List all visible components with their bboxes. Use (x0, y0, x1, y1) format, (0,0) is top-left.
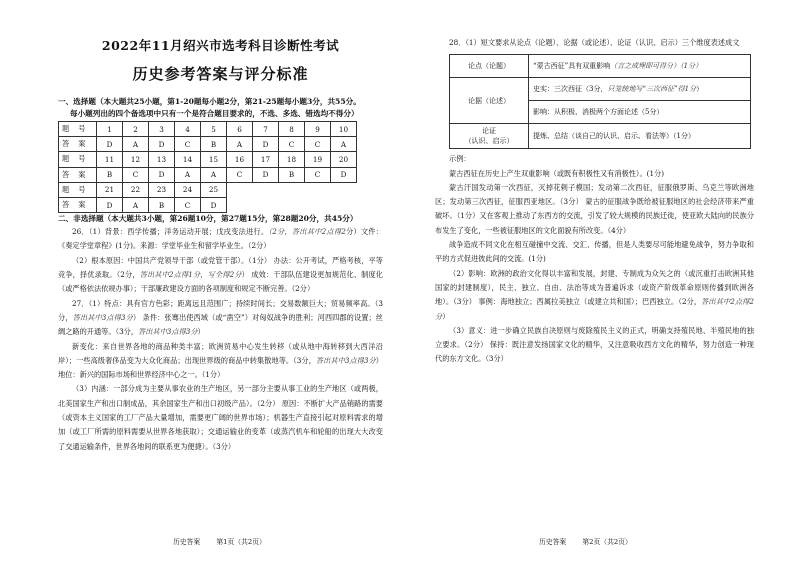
row-label: 答案 (59, 197, 97, 212)
q-num: 21 (97, 182, 123, 197)
answer-cell: A (201, 167, 227, 182)
q-num: 6 (227, 122, 253, 137)
answer-cell: A (227, 137, 253, 152)
q26-part1: 26．（1）背景：西学传播；洋务运动开展；戊戌变法进行。（2分，答出其中2点得2分）文件：《奏定学堂章程》(1分)。来源：学堂毕业生和留学毕业生。（2分） (58, 227, 383, 251)
row-label: 题号 (59, 152, 97, 167)
q-num: 13 (149, 152, 175, 167)
q-num: 11 (97, 152, 123, 167)
q-num: 15 (201, 152, 227, 167)
footer-page-number: 第1页（共2页） (216, 538, 266, 546)
q-num: 9 (305, 122, 331, 137)
q-num: 10 (331, 122, 357, 137)
answer-cell: C (175, 197, 201, 212)
q27-part1: 27．（1）特点：具有官方色彩；距离远且范围广；持续时间长；交易数额巨大；贸易频率高。（3分，答出其中3点得3分） 条件：张骞出使西域（或“凿空”）对匈奴战争的胜利；河西四郡的设置；丝绸之路的开通等。（3分，答出其中3点得3分） (58, 298, 383, 337)
answer-cell: D (97, 197, 123, 212)
page-footer (173, 536, 280, 546)
rubric-value: 提炼、总结（谈自己的认识、启示、看法等）（1分） (529, 124, 751, 149)
table-row (450, 78, 751, 101)
q-num: 8 (279, 122, 305, 137)
q-num: 5 (201, 122, 227, 137)
answer-table (58, 121, 357, 213)
answer-cell: B (97, 167, 123, 182)
example-label: 示例： (449, 154, 471, 164)
answer-cell: D (97, 137, 123, 152)
table-row (59, 182, 357, 197)
answer-cell: B (201, 137, 227, 152)
q-num: 22 (123, 182, 149, 197)
page-2 (397, 0, 794, 561)
answer-cell: D (331, 167, 357, 182)
answer-cell: A (123, 197, 149, 212)
exam-title: 2022年11月绍兴市选考科目诊断性考试 (101, 38, 340, 53)
section-2-heading: 二、非选择题（本大题共3小题，第26题10分，第27题15分，第28题20分，共45分） (58, 214, 358, 224)
q-num: 19 (305, 152, 331, 167)
q-num: 14 (175, 152, 201, 167)
row-label: 题号 (59, 122, 97, 137)
q-num: 23 (149, 182, 175, 197)
answer-cell: B (279, 167, 305, 182)
answer-cell: A (123, 137, 149, 152)
answer-cell: C (175, 137, 201, 152)
footer-page-number: 第2页（共2页） (582, 538, 632, 546)
rubric-key: 论据（论述） (450, 78, 529, 124)
answer-cell: D (149, 137, 175, 152)
table-row (59, 152, 357, 167)
section-1-subheading: 每小题列出的四个备选项中只有一个是符合题目要求的，不选、多选、错选均不得分） (70, 109, 359, 118)
answer-cell: D (253, 137, 279, 152)
q28-part3: （3）意义：进一步确立民族自决原则与废除殖民主义的正式，明确支持殖民地、半殖民地的独立要求。（2分） 保持：既注意发扬国家文化的精华，又注意吸收西方文化的精华，努力创造一种现代的东方文化。（3分） (435, 325, 754, 364)
q-num: 1 (97, 122, 123, 137)
table-row (59, 167, 357, 182)
answer-key-title: 历史参考答案与评分标准 (132, 65, 309, 83)
rubric-value: 影响：从积极、消极两个方面论述（5分） (529, 101, 751, 124)
q28-part2: （2）影响：欧洲的政治文化得以丰富和发展，封建、专制成为众矢之的（或沉重打击欧洲其他国家的封建制度），民主、独立、自由、法治等成为普遍诉求（或资产阶级革命原则传播到欧洲各地）。（3分） 事例：海地独立；西属拉美独立（或建立共和国）；巴西独立。（2分，答出其中2点得2分） (435, 268, 754, 321)
answer-cell: C (305, 167, 331, 182)
table-row (450, 55, 751, 78)
answer-cell: D (149, 167, 175, 182)
rubric-value: “蒙古西征”具有双重影响（言之成理即可得分）（1分） (529, 55, 751, 78)
q28-intro: 28．（1）短文要求从论点（论题）、论据（或论述）、论证（认识、启示）三个维度表述成文 (449, 38, 740, 47)
footer-subject: 历史答案 (539, 538, 567, 546)
answer-cell: A (175, 167, 201, 182)
example-argument: 蒙古汗国发动第一次西征，灭掉花剌子模国；发动第二次西征，征服俄罗斯、乌克兰等欧洲地区；发动第三次西征，征服西亚地区。（3分） 蒙古的征服战争既给被征服地区的社会经济带来严重破坏。（1分）又在客观上推动了东西方的交流，引发了较大规模的民族迁徙，使亚欧大陆向的民族分布发生了变化，一些被征服地区的文化面貌有所改变。（4分） (435, 182, 754, 235)
table-row (59, 122, 357, 137)
rubric-value: 史实：三次西征（3分，只笼统地写“三次西征”得1分） (529, 78, 751, 101)
answer-cell: D (253, 167, 279, 182)
table-row (59, 137, 357, 152)
q-num: 4 (175, 122, 201, 137)
example-conclusion: 战争造成不同文化在相互碰撞中交流、交汇、传播，但是人类要尽可能地避免战争，努力争取和平的方式促进彼此间的交流。(1分) (435, 240, 754, 264)
q27-part2: 新变化：来自世界各地的商品种类丰富；欧洲贸易中心发生转移（或从地中海转移到大西洋沿岸）；一些高级奢侈品变为大众化商品；出现世界级的商品中转集散地等。（3分，答出其中3点得3分） 地位：新兴的国际市场和世界经济中心之一。（1分） (58, 341, 383, 380)
q-num: 12 (123, 152, 149, 167)
answer-cell: C (279, 137, 305, 152)
answer-cell: C (305, 137, 331, 152)
row-label: 题号 (59, 182, 97, 197)
q-num: 20 (331, 152, 357, 167)
answer-cell: C (123, 167, 149, 182)
q-num: 24 (175, 182, 201, 197)
answer-cell: D (201, 197, 227, 212)
q-num: 7 (253, 122, 279, 137)
rubric-key: 论点（论题） (450, 55, 529, 78)
answer-cell: B (149, 197, 175, 212)
table-row (450, 124, 751, 149)
row-label: 答案 (59, 137, 97, 152)
row-label: 答案 (59, 167, 97, 182)
q-num: 2 (123, 122, 149, 137)
q-num: 16 (227, 152, 253, 167)
q-num: 18 (279, 152, 305, 167)
page-footer (539, 536, 646, 546)
q-num: 3 (149, 122, 175, 137)
q-num: 25 (201, 182, 227, 197)
answer-cell: C (227, 167, 253, 182)
table-row (59, 197, 357, 212)
answer-cell: A (331, 137, 357, 152)
rubric-table (449, 54, 751, 149)
example-thesis: 蒙古西征在历史上产生双重影响（或既有积极性又有消极性）。(1分) (449, 168, 665, 178)
q27-part3: （3）内涵：一部分成为主要从事农业的生产地区，另一部分主要从事工业的生产地区（或两极，北美国家生产和出口制成品，其余国家生产和出口初级产品）。（2分） 原因：不断扩大产品销路的需要（或资本主义国家的工厂产品大量增加，需要更广阔的世界市场）；机器生产直接引起对原料需求的增加（或工厂所需的原料需要从世界各地获取）；交通运输业的变革（或蒸汽机车和轮船的出现大大改变了交通运输条件，世界各地间的联系更为便捷）。（3分） (58, 384, 383, 451)
q26-part2: （2）根本原因：中国共产党领导干部（或党管干部）。（1分） 办法：公开考试，严格考核，平等竞争，择优录取。（2分，答出其中2点得1分，写全得2分） 成效：干部队伍建设更加规范化、制度化（或严格依法依规办事）；干部廉政建设方面的各项制度和规定不断完善。（2分） (58, 255, 383, 294)
q-num: 17 (253, 152, 279, 167)
rubric-key: 论证 （认识、启示） (450, 124, 529, 149)
footer-subject: 历史答案 (173, 538, 201, 546)
section-1-heading: 一、选择题（本大题共25小题，第1-20题每小题2分，第21-25题每小题3分，共55分。 (58, 97, 361, 106)
